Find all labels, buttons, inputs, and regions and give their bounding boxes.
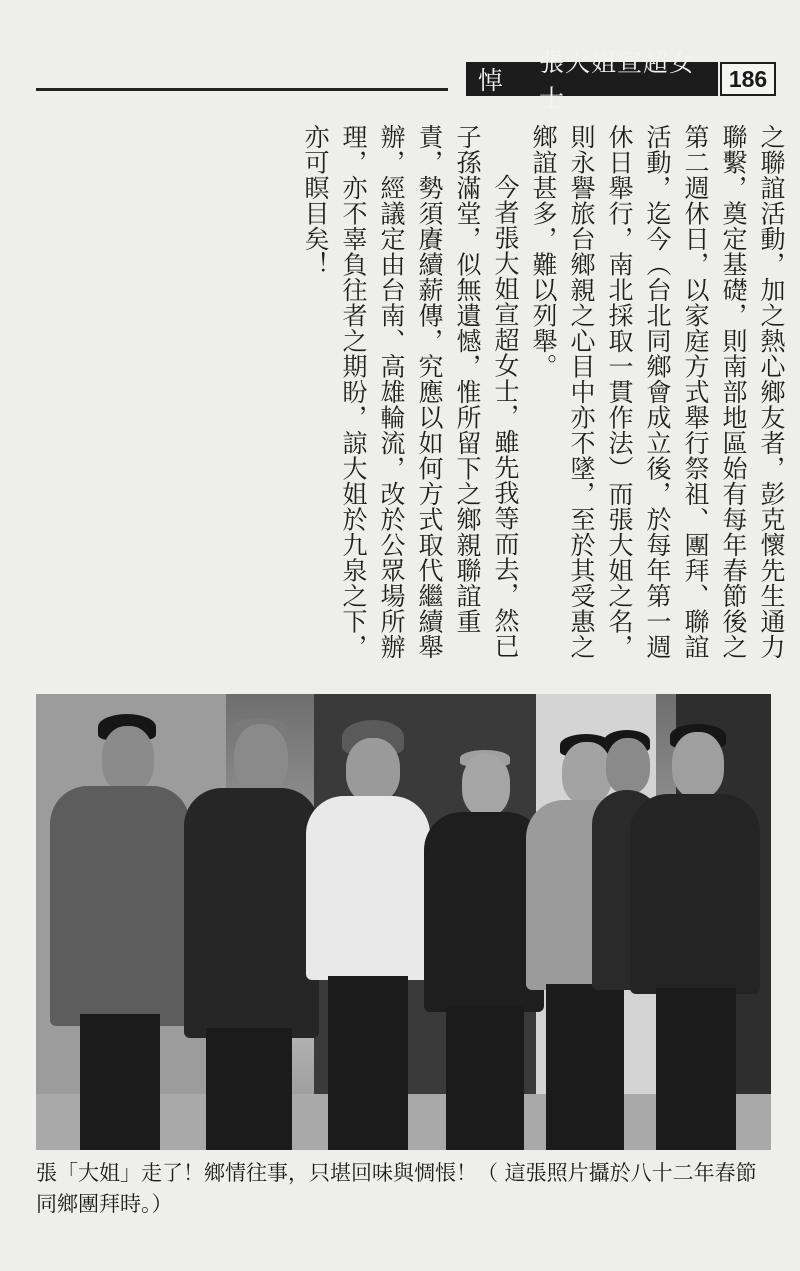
page-number: 186 xyxy=(720,62,776,96)
running-header xyxy=(466,48,718,113)
header-rule xyxy=(36,88,448,91)
paragraph: 之聯誼活動，加之熱心鄉友者，彭克懷先生通力聯繫，奠定基礎，則南部地區始有每年春節後之第二週休日，以家庭方式舉行祭祖、團拜、聯誼活動，迄今（台北同鄉會成立後，於每年第一週休日舉行，南北採取一貫作法）而張大姐之名，則永譽旅台鄉親之心目中亦不墜，至於其受惠之鄉誼甚多，難以列舉。 xyxy=(529,124,786,660)
body-text xyxy=(250,124,790,664)
header-category: 悼 xyxy=(478,66,505,95)
paragraph: 今者張大姐宣超女士，雖先我等而去，然已子孫滿堂，似無遺憾，惟所留下之鄉親聯誼重責，勢須賡續薪傳，究應以如何方式取代繼續舉辦，經議定由台南、高雄輪流，改於公眾場所辦理，亦不辜負往者之期盼，諒大姐於九泉之下，亦可瞑目矣！ xyxy=(301,124,520,660)
person-figure xyxy=(630,724,760,1150)
header-title: 張大姐宣超女士 xyxy=(539,48,696,113)
photo-caption: 張「大姐」走了！鄉情往事，只堪回味與惆悵！（ 這張照片攝於八十二年春節同鄉團拜時。） xyxy=(36,1161,757,1216)
person-figure xyxy=(306,720,430,1150)
group-photo xyxy=(36,694,771,1150)
person-figure xyxy=(50,714,190,1150)
person-figure xyxy=(184,718,319,1150)
